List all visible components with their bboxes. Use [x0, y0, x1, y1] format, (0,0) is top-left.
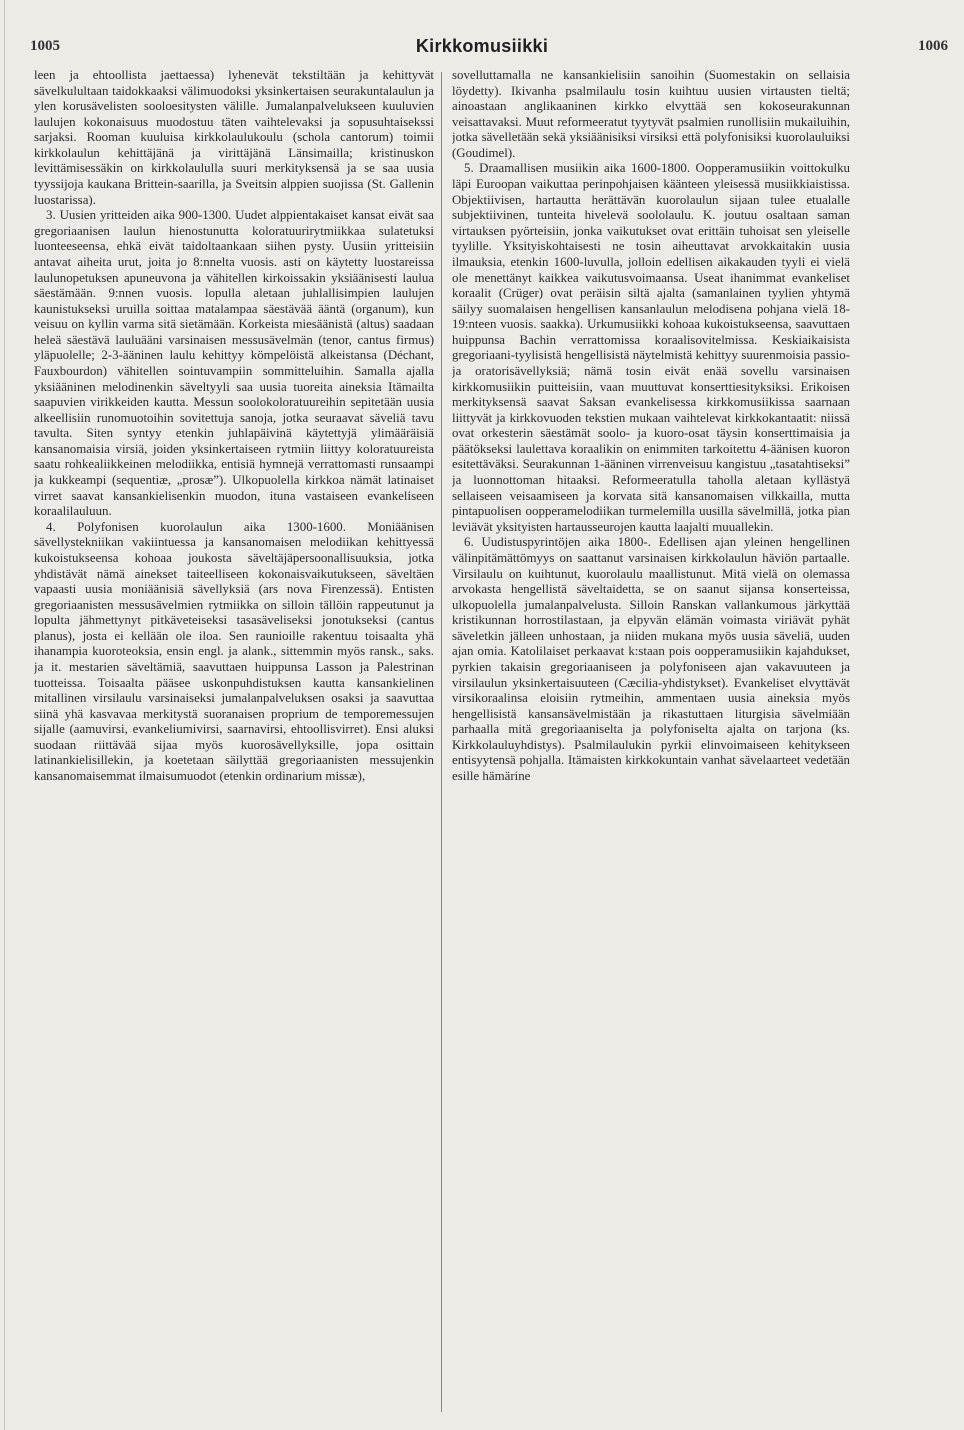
running-title: Kirkkomusiikki [415, 36, 549, 56]
paragraph: leen ja ehtoollista jaettaessa) lyhenevät tekstiltään ja kehittyvät sävelkulultaan taidokkaaksi välimuodoksi yksinkertaisen seurakuntalaulun ja ylen korusävelisten sooloesitysten välille. Jumalanpalvelukseen kuuluvien laulujen kokonaisuus muodostuu täten vaihtelevaksi ja sopusuhtaisekssi sarjaksi. Rooman kuuluisa kirkkolaulukoulu (schola cantorum) toimii kirkkolaulun kehittäjänä ja virittäjänä Länsimailla; kristinuskon levittämisessäkin on kirkkolaululla suuri merkityksensä ja se saa uusia tyyssijoja kaukana Brittein-saarilla, ja Sveitsin alppien suojissa (St. Gallenin luostarissa). [34, 68, 434, 207]
section-5-paragraph: 5. Draamallisen musiikin aika 1600-1800. Oopperamusiikin voittokulku läpi Euroopan vaikuttaa perinpohjaisen käänteen yleisessä musiikkiaistissa. Objektiivisen, hartautta herättävän kuorolaulun sijaan tulee etualalle subjektiivinen, tunteita hivelevä soololaulu. K. joutuu osaltaan saman virtauksen pyörteisiin, jonka vaikutukset ovat erittäin tuhoisat sen yleiselle tyylille. Yksityiskohtaisesti ne tosin aiheuttavat arvokkaitakin uusia ilmauksia, etenkin 1600-luvulla, jolloin edellisen aikakauden tyyli ei vielä ole menettänyt kaikkea vaikutusvoimaansa. Useat ihanimmat evankeliset koraalit (Crüger) ovat peräisin siltä ajalta (samanlainen tyylien yhtymä säilyy suomalaisen hengellisen kansanlaulun melodisena pohjana vielä 18-19:nteen vuosis. saakka). Urkumusiikki kohoaa kukoistukseensa, saavuttaen huippunsa Bachin verrattomissa koraalisovitelmissa. Keskiaikaisista gregoriaani-tyylisistä hengellisistä näytelmistä kehittyy suurenmoisia passio- ja oratorisävellyksiä; nämä tosin eivät enää sovellu varsinaisen kirkkomusiikin puitteisiin, vaan muuttuvat konserttiesityksiksi. Erikoisen merkityksensä saavat Saksan evankelisessa kirkkomusiikissa saarnaan liittyvät ja kirkkovuoden tekstien mukaan vaihtelevat kirkkokantaatit: niissä ovat orkesterin säestämät soolo- ja kuoro-osat täysin konserttimaisia ja päätökseksi laulettava koraalikin on enimmiten tarkoitettu 4-äänisen kuoron esitettäväksi. Seurakunnan 1-ääninen virrenveisuu kangistuu „tasatahtiseksi” ja luonnottoman hitaaksi. Reformeeratulla taholla aletaan kyllästyä sellaiseen veisaamiseen ja korvata sitä kansanomaisen vilkkailla, mutta pintapuolisen oopperamelodiikan turmelemilla uusilla sävelmillä, jotka pian leviävät yksityisten hartausseurojen kautta laajalti muuallekin. [452, 161, 850, 534]
column-divider [441, 72, 442, 1412]
left-page-number: 1005 [30, 38, 60, 54]
section-6-paragraph: 6. Uudistuspyrintöjen aika 1800-. Edellisen ajan yleinen hengellinen välinpitämättömyys on saattanut varsinaisen kirkkolaulun häviön partaalle. Virsilaulu on kuihtunut, kuorolaulu maallistunut. Mitä vielä on olemassa arvokasta hengellistä säveltaidetta, se on saanut sijansa konserteissa, ulkopuolella jumalanpalvelusta. Silloin Ranskan vallankumous järkyttää kristikunnan horrostilastaan, ja elpyvän elämän voimasta viriävät pyhät säveletkin jälleen unhostaan, ja niiden mukana myös uusia säveliä, uuden ajan omia. Katolilaiset perkaavat k:staan pois oopperamusiikin kajahdukset, pyrkien takaisin gregoriaaniseen ja polyfoniseen ajan vakavuuteen ja virsilaulun yksinkertaisuuteen (Cæcilia-yhdistykset). Evankeliset elvyttävät virsikoraalinsa eloisiin rytmeihin, ammentaen uusia aineksia myös hengellisistä kansansävelmistään ja rikastuttaen liturgisia sävelmiään parhaalla mitä gregoriaaniselta ja polyfoniselta ajalta on tarjona (ks. Kirkkolauluyhdistys). Psalmilaulukin pyrkii elinvoimaiseen kehitykseen entisyytensä pohjalla. Itämaisten kirkkokuntain vanhat sävelaarteet vedetään esille hämärine [452, 535, 850, 784]
left-column [34, 68, 434, 1420]
page-header [0, 0, 964, 60]
paragraph: sovelluttamalla ne kansankielisiin sanoihin (Suomestakin on sellaisia löydetty). Ikivanha psalmilaulu tosin kuihtuu uusien virtausten tieltä; ainoastaan anglikaaninen kirkko elvyttää sen kokoseurakunnan veisattavaksi. Muut reformeeratut tyytyvät psalmien runollisiin mukailuihin, jotka sävelletään sekä yksiäänisiksi virsiksi että polyfonisiksi kuorolauluiksi (Goudimel). [452, 68, 850, 160]
section-4-paragraph: 4. Polyfonisen kuorolaulun aika 1300-1600. Moniäänisen sävellystekniikan vakiintuessa ja kansanomaisen melodiikan kehittyessä kukoistukseensa kohoaa joukosta säveltäjäpersoonallisuuksia, jotka yhdistävät nämä ainekset taiteelliseen kokonaisvaikutukseen, säveltäen vapaasti uusia moniäänisiä sävellyksiä (ars nova Firenzessä). Entisten gregoriaanisten messusävelmien rytmiikka on silloin tällöin rappeutunut ja lopulta jähmettynyt pitkäveteiseksi tasasäveliseksi jonotukseksi (cantus planus), josta ei kellään ole iloa. Sen raunioille rakentuu toisaalta yhä ihanampia kuoroteoksia, ensin engl. ja alank., sittemmin myös ransk., saks. ja it. mestarien säveltämiä, saavuttaen huippunsa Lasson ja Palestrinan tuotteissa. Toisaalta pääsee uskonpuhdistuksen kautta kansankielinen mitallinen virsilaulu varsinaiseksi jumalanpalveluksen osaksi ja saavuttaa siinä yhä kasvavaa merkitystä suoranaisen proprium de temporemessujen sijalle (aamuvirsi, evankeliumivirsi, saarnavirsi, ehtoollisvirret). Ensi aluksi suodaan riittävää sijaa myös kuorosävellyksille, jopa osittain latinankielisillekin, ja koetetaan säilyttää gregoriaanisten messujenkin kansanomaisemmat ilmaisumuodot (etenkin ordinarium missæ), [34, 519, 434, 784]
section-3-paragraph: 3. Uusien yritteiden aika 900-1300. Uudet alppientakaiset kansat eivät saa gregoriaanisen laulun hienostunutta koloratuurirytmiikkaa sulatetuksi luonteeseensa, ehkä eivät taidoltaankaan siihen pysty. Uusiin yritteisiin antavat aiheita urut, joita jo 8:nnelta vuosis. asti on käytetty luostareissa laulunopetuksen apuneuvona ja vähitellen kirkoissakin yksiäänisesti laulua säestämään. 9:nnen vuosis. lopulla aletaan juhlallisimpien laulujen kaunistukseksi uruilla soittaa matalampaa säestävää ääntä (organum), kun veisuu on kyllin varma sitä sietämään. Korkeista miesäänistä (altus) saadaan heleä säestävä lauluääni varsinaisen messusävelmän (tenor, cantus firmus) yläpuolelle; 2-3-ääninen laulu kehittyy kömpelöistä alkeistansa (Déchant, Fauxbourdon) vähitellen sointuvampiin sommitteluihin. Samalla ajalla yksiääninen melodinenkin säveltyyli saa uusia tuoreita aineksia Itämailta saapuvien virikkeiden kautta. Messun soolokoloratuureihin sepitetään uusia alkeellisiin runomuotoihin sovitettuja sanoja, jotka seuraavat säveliä tavu tavulta. Siten syntyy etenkin juhlapäivinä käytettyjä ylimääräisiä kansanomaisia virsiä, joiden yksinkertaiseen rytmiin liittyy koloratuureista saatu rohkealiikkeinen melodiikka, entisiä hymnejä verrattomasti runsaampi ja kukkeampi (sequentiæ, „prosæ”). Ulkopuolella kirkkoa nämät latinaiset virret saavat kansankielisenkin muodon, ituna vastaiseen evankeliseen koraalilauluun. [34, 208, 434, 519]
page-margin-line [4, 0, 5, 1430]
right-page-number: 1006 [918, 38, 948, 54]
right-column [452, 68, 850, 1420]
